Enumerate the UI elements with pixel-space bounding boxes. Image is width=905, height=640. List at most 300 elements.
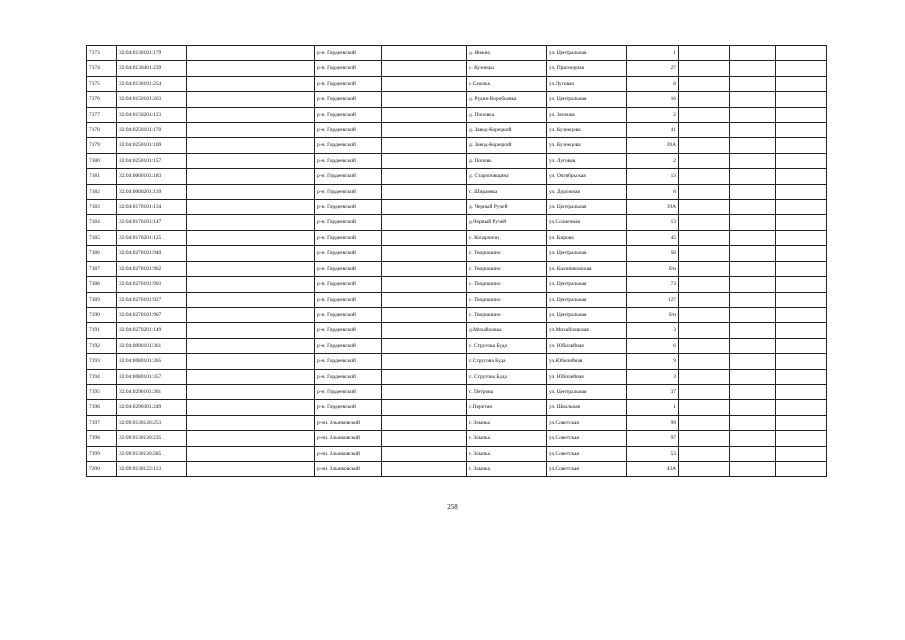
- cadastral-number-cell: 32:04:0270101:962: [117, 261, 187, 276]
- blank-cell: [730, 400, 776, 415]
- blank-cell: [679, 184, 730, 199]
- blank-cell: [730, 277, 776, 292]
- row-number-cell: 7184: [87, 215, 117, 230]
- blank-cell: [776, 307, 827, 322]
- blank-cell: [679, 400, 730, 415]
- blank-cell: [776, 323, 827, 338]
- row-number-cell: 7192: [87, 338, 117, 353]
- locality-cell: с.Струговa Буда: [467, 354, 547, 369]
- blank-cell: [730, 369, 776, 384]
- district-cell: р-н. Гордеевский: [315, 292, 382, 307]
- table-row: [87, 369, 827, 384]
- blank-cell: [776, 184, 827, 199]
- blank-cell: [382, 354, 467, 369]
- blank-cell: [776, 46, 827, 61]
- blank-cell: [382, 153, 467, 168]
- street-cell: ул. Центральная: [547, 307, 627, 322]
- blank-cell: [679, 169, 730, 184]
- blank-cell: [382, 431, 467, 446]
- house-number-cell: 41: [627, 123, 679, 138]
- district-cell: р-н. Гордеевский: [315, 169, 382, 184]
- district-cell: р-н. Гордеевский: [315, 61, 382, 76]
- table-row: [87, 107, 827, 122]
- locality-cell: г. Злынка: [467, 431, 547, 446]
- table-row: [87, 200, 827, 215]
- blank-cell: [730, 461, 776, 476]
- district-cell: р-он. Злынковский: [315, 461, 382, 476]
- blank-cell: [187, 169, 315, 184]
- row-number-cell: 7187: [87, 261, 117, 276]
- cadastral-number-cell: 32:04:0270101:940: [117, 246, 187, 261]
- cadastral-number-cell: 32:04:0170101:147: [117, 215, 187, 230]
- blank-cell: [679, 338, 730, 353]
- street-cell: ул. Калиниковская: [547, 261, 627, 276]
- district-cell: р-н. Гордеевский: [315, 246, 382, 261]
- blank-cell: [382, 107, 467, 122]
- cadastral-number-cell: 32:04:0290301:249: [117, 400, 187, 415]
- locality-cell: с.Перетин: [467, 400, 547, 415]
- blank-cell: [730, 261, 776, 276]
- cadastral-number-cell: 32:09:0130120:253: [117, 415, 187, 430]
- blank-cell: [730, 431, 776, 446]
- street-cell: ул. Октябрьская: [547, 169, 627, 184]
- district-cell: р-н. Гордеевский: [315, 354, 382, 369]
- blank-cell: [730, 123, 776, 138]
- blank-cell: [679, 461, 730, 476]
- row-number-cell: 7193: [87, 354, 117, 369]
- district-cell: р-н. Гордеевский: [315, 138, 382, 153]
- row-number-cell: 7173: [87, 46, 117, 61]
- cadastral-number-cell: 32:04:0170101:134: [117, 200, 187, 215]
- locality-cell: с.Смольк: [467, 76, 547, 91]
- blank-cell: [382, 200, 467, 215]
- blank-cell: [776, 338, 827, 353]
- house-number-cell: 39А: [627, 138, 679, 153]
- blank-cell: [776, 215, 827, 230]
- blank-cell: [776, 123, 827, 138]
- blank-cell: [776, 169, 827, 184]
- blank-cell: [679, 415, 730, 430]
- blank-cell: [679, 230, 730, 245]
- locality-cell: с. Творишино: [467, 261, 547, 276]
- blank-cell: [679, 46, 730, 61]
- street-cell: ул. Центральная: [547, 384, 627, 399]
- locality-cell: с. Творишино: [467, 292, 547, 307]
- cadastral-number-cell: 32:09:0130122:113: [117, 461, 187, 476]
- locality-cell: д. Староповщина: [467, 169, 547, 184]
- blank-cell: [187, 123, 315, 138]
- blank-cell: [776, 92, 827, 107]
- blank-cell: [382, 384, 467, 399]
- blank-cell: [776, 261, 827, 276]
- blank-cell: [730, 200, 776, 215]
- house-number-cell: 127: [627, 292, 679, 307]
- blank-cell: [730, 230, 776, 245]
- cadastral-number-cell: 32:09:0130120:285: [117, 446, 187, 461]
- row-number-cell: 7190: [87, 307, 117, 322]
- blank-cell: [776, 107, 827, 122]
- district-cell: р-он. Злынковский: [315, 431, 382, 446]
- row-number-cell: 7199: [87, 446, 117, 461]
- street-cell: ул.Юбилейная: [547, 354, 627, 369]
- house-number-cell: 13: [627, 215, 679, 230]
- street-cell: ул.Советская: [547, 446, 627, 461]
- blank-cell: [382, 92, 467, 107]
- blank-cell: [679, 384, 730, 399]
- district-cell: р-н. Гордеевский: [315, 400, 382, 415]
- blank-cell: [187, 184, 315, 199]
- blank-cell: [187, 354, 315, 369]
- district-cell: р-н. Гордеевский: [315, 369, 382, 384]
- blank-cell: [382, 169, 467, 184]
- table-row: [87, 46, 827, 61]
- cadastral-number-cell: 32:04:0270201:149: [117, 323, 187, 338]
- row-number-cell: 7189: [87, 292, 117, 307]
- blank-cell: [382, 369, 467, 384]
- blank-cell: [187, 92, 315, 107]
- blank-cell: [776, 461, 827, 476]
- blank-cell: [382, 307, 467, 322]
- locality-cell: д.Черный Ручей: [467, 215, 547, 230]
- blank-cell: [776, 384, 827, 399]
- table-row: [87, 384, 827, 399]
- blank-cell: [776, 230, 827, 245]
- house-number-cell: 37: [627, 384, 679, 399]
- locality-cell: с. Творишино: [467, 277, 547, 292]
- street-cell: ул. Центральная: [547, 92, 627, 107]
- blank-cell: [187, 369, 315, 384]
- blank-cell: [382, 400, 467, 415]
- blank-cell: [187, 153, 315, 168]
- locality-cell: д. Поповь: [467, 153, 547, 168]
- cadastral-number-cell: 32:04:0130101:179: [117, 46, 187, 61]
- blank-cell: [382, 446, 467, 461]
- locality-cell: с. Петрова: [467, 384, 547, 399]
- district-cell: р-н. Гордеевский: [315, 200, 382, 215]
- cadastral-number-cell: 32:04:0150201:123: [117, 107, 187, 122]
- blank-cell: [382, 323, 467, 338]
- blank-cell: [730, 384, 776, 399]
- district-cell: р-н. Гордеевский: [315, 123, 382, 138]
- blank-cell: [679, 92, 730, 107]
- house-number-cell: 1: [627, 46, 679, 61]
- row-number-cell: 7197: [87, 415, 117, 430]
- blank-cell: [679, 138, 730, 153]
- blank-cell: [187, 200, 315, 215]
- row-number-cell: 7191: [87, 323, 117, 338]
- blank-cell: [679, 153, 730, 168]
- house-number-cell: б/н: [627, 307, 679, 322]
- blank-cell: [187, 215, 315, 230]
- blank-cell: [382, 184, 467, 199]
- district-cell: р-н. Гордеевский: [315, 261, 382, 276]
- street-cell: ул.Советская: [547, 461, 627, 476]
- row-number-cell: 7196: [87, 400, 117, 415]
- cadastral-number-cell: 32:04:0250101:169: [117, 138, 187, 153]
- row-number-cell: 7179: [87, 138, 117, 153]
- district-cell: р-н. Гордеевский: [315, 153, 382, 168]
- street-cell: ул.Михайловская: [547, 323, 627, 338]
- table-row: [87, 461, 827, 476]
- district-cell: р-н. Гордеевский: [315, 384, 382, 399]
- blank-cell: [730, 415, 776, 430]
- blank-cell: [730, 446, 776, 461]
- locality-cell: г. Злынка: [467, 415, 547, 430]
- house-number-cell: 2: [627, 107, 679, 122]
- house-number-cell: 9: [627, 354, 679, 369]
- blank-cell: [187, 307, 315, 322]
- row-number-cell: 7181: [87, 169, 117, 184]
- locality-cell: д.Михайловка: [467, 323, 547, 338]
- cadastral-number-cell: 32:04:0270101:903: [117, 277, 187, 292]
- locality-cell: г. Злынка: [467, 461, 547, 476]
- locality-cell: д. Завод-Корецкий: [467, 123, 547, 138]
- table-row: [87, 354, 827, 369]
- blank-cell: [187, 261, 315, 276]
- table-row: [87, 246, 827, 261]
- house-number-cell: 1: [627, 400, 679, 415]
- registry-table: [86, 45, 827, 477]
- locality-cell: д. Завод-Корецкий: [467, 138, 547, 153]
- house-number-cell: 2: [627, 153, 679, 168]
- blank-cell: [382, 138, 467, 153]
- street-cell: ул. Кирова: [547, 230, 627, 245]
- street-cell: ул. Дорожная: [547, 184, 627, 199]
- row-number-cell: 7176: [87, 92, 117, 107]
- table-row: [87, 61, 827, 76]
- blank-cell: [776, 61, 827, 76]
- blank-cell: [679, 215, 730, 230]
- cadastral-number-cell: 32:04:0270101:927: [117, 292, 187, 307]
- house-number-cell: 8: [627, 76, 679, 91]
- street-cell: ул. Центральная: [547, 292, 627, 307]
- row-number-cell: 7185: [87, 230, 117, 245]
- blank-cell: [187, 138, 315, 153]
- house-number-cell: 99: [627, 415, 679, 430]
- blank-cell: [679, 277, 730, 292]
- blank-cell: [382, 76, 467, 91]
- cadastral-number-cell: 32:04:0080101:357: [117, 369, 187, 384]
- house-number-cell: 16: [627, 92, 679, 107]
- blank-cell: [776, 369, 827, 384]
- blank-cell: [679, 123, 730, 138]
- street-cell: ул. Центральная: [547, 200, 627, 215]
- district-cell: р-н. Гордеевский: [315, 107, 382, 122]
- blank-cell: [730, 354, 776, 369]
- table-row: [87, 446, 827, 461]
- locality-cell: с. Струговa Буда: [467, 338, 547, 353]
- row-number-cell: 7200: [87, 461, 117, 476]
- street-cell: ул.Советская: [547, 431, 627, 446]
- blank-cell: [382, 292, 467, 307]
- table-row: [87, 415, 827, 430]
- house-number-cell: 53: [627, 446, 679, 461]
- house-number-cell: 19А: [627, 200, 679, 215]
- cadastral-number-cell: 32:04:0060201:139: [117, 184, 187, 199]
- blank-cell: [776, 354, 827, 369]
- blank-cell: [730, 323, 776, 338]
- locality-cell: с. Шираевка: [467, 184, 547, 199]
- table-row: [87, 431, 827, 446]
- district-cell: р-н. Гордеевский: [315, 215, 382, 230]
- blank-cell: [679, 292, 730, 307]
- table-row: [87, 215, 827, 230]
- blank-cell: [382, 461, 467, 476]
- registry-table-body: [87, 46, 827, 477]
- locality-cell: д. Поповка: [467, 107, 547, 122]
- cadastral-number-cell: 32:04:0170201:125: [117, 230, 187, 245]
- blank-cell: [730, 138, 776, 153]
- blank-cell: [730, 246, 776, 261]
- row-number-cell: 7183: [87, 200, 117, 215]
- blank-cell: [187, 431, 315, 446]
- house-number-cell: 8: [627, 184, 679, 199]
- blank-cell: [776, 153, 827, 168]
- locality-cell: д. Черный Ручей: [467, 200, 547, 215]
- table-row: [87, 123, 827, 138]
- street-cell: ул.Луговая: [547, 76, 627, 91]
- street-cell: ул. Центральная: [547, 46, 627, 61]
- blank-cell: [679, 246, 730, 261]
- blank-cell: [382, 61, 467, 76]
- district-cell: р-н. Гордеевский: [315, 92, 382, 107]
- row-number-cell: 7194: [87, 369, 117, 384]
- cadastral-number-cell: 32:04:0080101:365: [117, 354, 187, 369]
- blank-cell: [187, 323, 315, 338]
- district-cell: р-он. Злынковский: [315, 415, 382, 430]
- blank-cell: [187, 338, 315, 353]
- table-row: [87, 230, 827, 245]
- blank-cell: [679, 107, 730, 122]
- locality-cell: с. Творишино: [467, 246, 547, 261]
- blank-cell: [730, 292, 776, 307]
- blank-cell: [730, 76, 776, 91]
- street-cell: ул. Кузнецова: [547, 138, 627, 153]
- street-cell: ул. Школьная: [547, 400, 627, 415]
- blank-cell: [679, 307, 730, 322]
- table-row: [87, 169, 827, 184]
- blank-cell: [730, 46, 776, 61]
- locality-cell: с. Кочарчичи: [467, 230, 547, 245]
- district-cell: р-н. Гордеевский: [315, 338, 382, 353]
- cadastral-number-cell: 32:04:0250101:157: [117, 153, 187, 168]
- blank-cell: [730, 107, 776, 122]
- table-row: [87, 261, 827, 276]
- blank-cell: [382, 215, 467, 230]
- blank-cell: [776, 292, 827, 307]
- row-number-cell: 7180: [87, 153, 117, 168]
- row-number-cell: 7198: [87, 431, 117, 446]
- blank-cell: [730, 169, 776, 184]
- row-number-cell: 7178: [87, 123, 117, 138]
- house-number-cell: 56: [627, 246, 679, 261]
- table-row: [87, 92, 827, 107]
- locality-cell: с. Творишино: [467, 307, 547, 322]
- house-number-cell: 3: [627, 323, 679, 338]
- blank-cell: [679, 431, 730, 446]
- blank-cell: [187, 46, 315, 61]
- blank-cell: [776, 138, 827, 153]
- street-cell: ул. Луговая: [547, 153, 627, 168]
- table-row: [87, 400, 827, 415]
- blank-cell: [776, 400, 827, 415]
- street-cell: ул. Приозерная: [547, 61, 627, 76]
- blank-cell: [679, 354, 730, 369]
- row-number-cell: 7188: [87, 277, 117, 292]
- locality-cell: г. Злынка: [467, 446, 547, 461]
- table-row: [87, 307, 827, 322]
- cadastral-number-cell: 32:04:0150101:263: [117, 92, 187, 107]
- district-cell: р-н. Гордеевский: [315, 307, 382, 322]
- district-cell: р-н. Гордеевский: [315, 277, 382, 292]
- house-number-cell: 13: [627, 169, 679, 184]
- district-cell: р-н. Гордеевский: [315, 76, 382, 91]
- blank-cell: [776, 200, 827, 215]
- house-number-cell: 6: [627, 338, 679, 353]
- cadastral-number-cell: 32:04:0080101:361: [117, 338, 187, 353]
- blank-cell: [187, 446, 315, 461]
- blank-cell: [679, 261, 730, 276]
- blank-cell: [187, 461, 315, 476]
- table-row: [87, 184, 827, 199]
- blank-cell: [382, 415, 467, 430]
- row-number-cell: 7177: [87, 107, 117, 122]
- house-number-cell: 45: [627, 230, 679, 245]
- street-cell: ул.Солнечная: [547, 215, 627, 230]
- house-number-cell: 73: [627, 277, 679, 292]
- cadastral-number-cell: 32:04:0250101:170: [117, 123, 187, 138]
- blank-cell: [730, 338, 776, 353]
- blank-cell: [679, 323, 730, 338]
- table-row: [87, 76, 827, 91]
- blank-cell: [187, 415, 315, 430]
- row-number-cell: 7174: [87, 61, 117, 76]
- street-cell: ул. Кузнецова: [547, 123, 627, 138]
- blank-cell: [730, 307, 776, 322]
- street-cell: ул.Советская: [547, 415, 627, 430]
- cadastral-number-cell: 32:04:0060101:183: [117, 169, 187, 184]
- locality-cell: д. Рудня-Воробьевка: [467, 92, 547, 107]
- district-cell: р-н. Гордеевский: [315, 184, 382, 199]
- table-row: [87, 138, 827, 153]
- cadastral-number-cell: 32:04:0130101:254: [117, 76, 187, 91]
- blank-cell: [382, 277, 467, 292]
- house-number-cell: б/н: [627, 261, 679, 276]
- blank-cell: [382, 261, 467, 276]
- blank-cell: [187, 292, 315, 307]
- blank-cell: [776, 431, 827, 446]
- blank-cell: [776, 246, 827, 261]
- house-number-cell: 43А: [627, 461, 679, 476]
- blank-cell: [382, 230, 467, 245]
- house-number-cell: 97: [627, 431, 679, 446]
- house-number-cell: 27: [627, 61, 679, 76]
- blank-cell: [730, 92, 776, 107]
- blank-cell: [679, 446, 730, 461]
- cadastral-number-cell: 32:04:0290101:301: [117, 384, 187, 399]
- street-cell: ул. Юбилейная: [547, 369, 627, 384]
- blank-cell: [776, 277, 827, 292]
- blank-cell: [382, 246, 467, 261]
- blank-cell: [730, 184, 776, 199]
- blank-cell: [679, 61, 730, 76]
- locality-cell: с. Кузнецы: [467, 61, 547, 76]
- table-row: [87, 153, 827, 168]
- blank-cell: [187, 230, 315, 245]
- district-cell: р-н. Гордеевский: [315, 323, 382, 338]
- table-row: [87, 277, 827, 292]
- blank-cell: [187, 384, 315, 399]
